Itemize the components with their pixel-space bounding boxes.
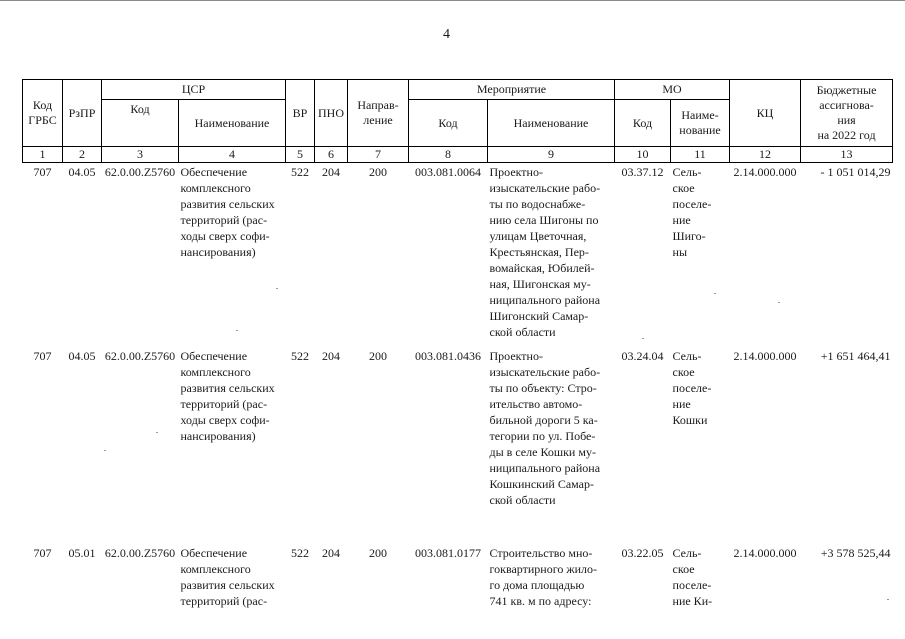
header-mo-kod: Код [615,100,671,147]
header-mo-name: Наиме- нование [671,100,730,147]
col-number: 6 [315,147,348,163]
scan-speck [236,330,238,331]
cell-grbs: 707 [33,165,52,179]
cell-kc: 2.14.000.000 [733,349,797,363]
col-number: 11 [671,147,730,163]
cell-vr: 522 [291,349,309,363]
col-number: 3 [102,147,179,163]
header-napravlenie: Направ- ление [348,80,409,147]
header-mo: МО [615,80,730,100]
cell-mer-name: Проектно- изыскательские рабо- ты по водоснабже- нию села Шигоны по улицам Цветочная, Крестьянская, Пер- вомайская, Юбилей- ная, Шигонская му- ниципального района Шигонский Самар- ской области [489,165,601,339]
col-number: 5 [286,147,315,163]
header-csr: ЦСР [102,80,286,100]
cell-csr-name: Обеспечение комплексного развития сельских территорий (рас- ходы сверх софи- нансирования) [180,349,275,443]
cell-csr-name: Обеспечение комплексного развития сельских территорий (рас- ходы сверх софи- нансирования) [180,165,275,259]
cell-mo-kod: 03.37.12 [621,165,664,179]
col-number: 12 [730,147,801,163]
header-vr: ВР [286,80,315,147]
col-number: 8 [409,147,488,163]
cell-csr-kod: 62.0.00.Z5760 [104,546,176,560]
cell-rzpr: 04.05 [68,349,96,363]
cell-mer-kod: 003.081.0436 [415,349,481,363]
col-number: 9 [488,147,615,163]
cell-amount: - 1 051 014,29 [820,165,891,179]
cell-mo-kod: 03.22.05 [621,546,664,560]
scan-speck [642,338,644,339]
header-pno: ПНО [315,80,348,147]
header-csr-kod: Код [102,100,179,147]
col-number: 10 [615,147,671,163]
cell-napravlenie: 200 [369,349,387,363]
cell-mer-name: Проектно- изыскательские рабо- ты по объекту: Стро- ительство автомо- бильной дороги 5 ка- тегории по ул. Побе- ды в селе Кошки му- ниципального района Кошкинский Самар- ской области [489,349,601,507]
cell-csr-kod: 62.0.00.Z5760 [104,165,176,179]
header-kc: КЦ [730,80,801,147]
scan-speck [714,293,716,294]
cell-mo-kod: 03.24.04 [621,349,664,363]
cell-napravlenie: 200 [369,546,387,560]
cell-mer-name: Строительство мно- гоквартирного жило- го дома площадью 741 кв. м по адресу: [489,546,598,608]
scan-speck [104,450,106,451]
page-top-edge [0,0,905,1]
header-csr-name: Наименование [179,100,286,147]
col-number: 7 [348,147,409,163]
cell-pno: 204 [322,349,340,363]
col-number: 13 [801,147,893,163]
header-mer-kod: Код [409,100,488,147]
cell-csr-kod: 62.0.00.Z5760 [104,349,176,363]
cell-vr: 522 [291,165,309,179]
cell-vr: 522 [291,546,309,560]
cell-pno: 204 [322,546,340,560]
cell-rzpr: 05.01 [68,546,96,560]
cell-grbs: 707 [33,349,52,363]
cell-amount: +3 578 525,44 [820,546,891,560]
cell-kc: 2.14.000.000 [733,546,797,560]
scan-speck [276,288,278,289]
cell-csr-name: Обеспечение комплексного развития сельских территорий (рас- [180,546,275,608]
cell-mer-kod: 003.081.0177 [415,546,481,560]
scan-speck [887,599,889,600]
col-number: 2 [63,147,102,163]
header-rzpr: РзПР [63,80,102,147]
budget-table [22,79,893,625]
header-mer-name: Наименование [488,100,615,147]
cell-napravlenie: 200 [369,165,387,179]
col-number: 1 [23,147,63,163]
cell-kc: 2.14.000.000 [733,165,797,179]
table-row [23,347,893,544]
cell-mo-name: Сель- ское поселе- ние Кошки [672,349,712,427]
scan-speck [778,302,780,303]
header-budget: Бюджетные ассигнова- ния на 2022 год [801,80,893,147]
cell-rzpr: 04.05 [68,165,96,179]
page-number: 4 [443,27,450,42]
header-kod-grbs: Код ГРБС [23,80,63,147]
col-number: 4 [179,147,286,163]
table-row [23,163,893,348]
cell-grbs: 707 [33,546,52,560]
table-row [23,544,893,625]
scan-speck [156,432,158,433]
cell-mo-name: Сель- ское поселе- ние Ки- [672,546,713,608]
cell-mer-kod: 003.081.0064 [415,165,481,179]
cell-amount: +1 651 464,41 [820,349,891,363]
cell-pno: 204 [322,165,340,179]
cell-mo-name: Сель- ское поселе- ние Шиго- ны [672,165,712,259]
header-meropriyatie: Мероприятие [409,80,615,100]
